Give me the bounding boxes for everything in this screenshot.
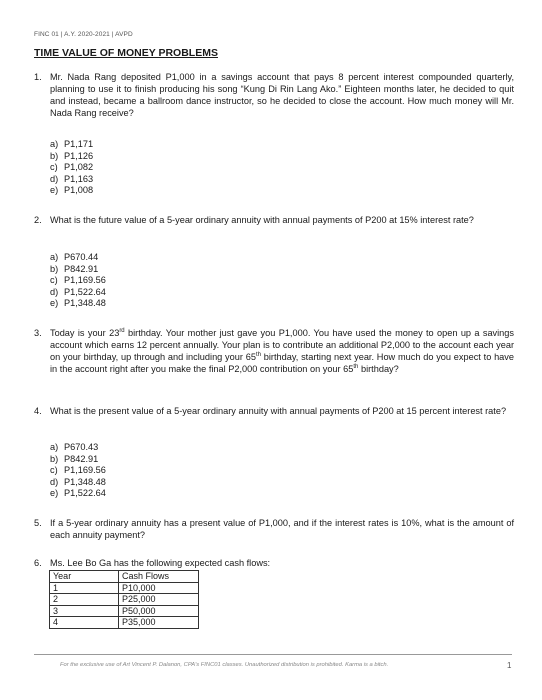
table-cell: P10,000: [119, 582, 199, 594]
question-text: What is the future value of a 5-year ordinary annuity with annual payments of P200 at 15% interest rate?: [50, 215, 474, 225]
option: [50, 151, 93, 163]
option-value: P1,163: [64, 173, 94, 184]
question-1: [34, 71, 514, 119]
option: [50, 465, 106, 477]
question-3: [34, 327, 514, 375]
option-value: P842.91: [64, 453, 99, 464]
option-value: P1,008: [64, 185, 94, 196]
footer-notice: For the exclusive use of Art Vincent P. Dalanon, CPA's FINC01 classes. Unauthorized distribution is prohibited. Karma is a bitch.: [60, 662, 389, 668]
option: [50, 139, 93, 151]
option: [50, 454, 106, 466]
option: [50, 287, 106, 299]
option-value: P842.91: [64, 263, 99, 274]
question-number: 3.: [34, 328, 42, 338]
option-letter: a): [50, 252, 59, 262]
option-letter: b): [50, 263, 59, 274]
question-number: 6.: [34, 558, 42, 568]
column-header: Year: [50, 571, 119, 583]
table-cell: 3: [50, 605, 119, 617]
table-row: [50, 617, 199, 629]
option-letter: e): [50, 488, 59, 499]
question-number: 2.: [34, 215, 42, 225]
option-value: P1,171: [64, 139, 94, 149]
option-value: P1,522.64: [64, 488, 106, 499]
question-1-options: [50, 139, 93, 197]
table-row: [50, 582, 199, 594]
option-letter: e): [50, 185, 59, 196]
question-2-options: [50, 252, 106, 310]
table-cell: P35,000: [119, 617, 199, 629]
option-letter: c): [50, 162, 58, 173]
option-value: P1,126: [64, 150, 94, 161]
question-5: [34, 517, 514, 541]
table-row: [50, 605, 199, 617]
question-text: Today is your 23rd birthday. Your mother just gave you P1,000. You have used the money to open up a savings account which earns 12 percent annually. Your plan is to contribute an additional P2,000 to the account each year on your birthday, up through and including your 65th birthday, starting next year. How much do you expect to have in the account right after you make the final P2,000 contribution on your 65th birthday?: [50, 328, 515, 375]
option-letter: d): [50, 173, 59, 184]
option-value: P1,169.56: [64, 465, 106, 476]
table-row: [50, 594, 199, 606]
option-letter: c): [50, 465, 58, 476]
option-letter: b): [50, 150, 59, 161]
question-4: [34, 405, 514, 417]
table-cell: 1: [50, 582, 119, 594]
option-letter: a): [50, 442, 59, 452]
option-value: P1,169.56: [64, 275, 106, 286]
option-letter: d): [50, 286, 59, 297]
option-letter: e): [50, 298, 59, 309]
option: [50, 252, 106, 264]
option-value: P1,522.64: [64, 286, 106, 297]
page-number: 1: [507, 661, 512, 670]
table-header-row: [50, 571, 199, 583]
table-cell: P50,000: [119, 605, 199, 617]
option-value: P1,348.48: [64, 476, 106, 487]
question-text: Ms. Lee Bo Ga has the following expected cash flows:: [50, 558, 271, 568]
question-text: Mr. Nada Rang deposited P1,000 in a savings account that pays 8 percent interest compounded quarterly, planning to use it to finish producing his song “Kung Di Rin Lang Ako.” Eighteen months later, he decided to quit and instead, became a ballroom dance instructor, so he decided to close the account. How much money will Mr. Nada Rang receive?: [50, 72, 514, 119]
table-cell: 4: [50, 617, 119, 629]
option: [50, 298, 106, 310]
question-text: If a 5-year ordinary annuity has a present value of P1,000, and if the interest rates is 10%, what is the amount of each annuity payment?: [50, 518, 514, 541]
table-cell: P25,000: [119, 594, 199, 606]
option-letter: a): [50, 139, 59, 149]
option-value: P1,348.48: [64, 298, 106, 309]
option-letter: c): [50, 275, 58, 286]
question-number: 1.: [34, 72, 42, 82]
cash-flow-table: [49, 570, 199, 629]
option-letter: b): [50, 453, 59, 464]
option-value: P670.43: [64, 442, 99, 452]
option: [50, 275, 106, 287]
question-4-options: [50, 442, 106, 500]
question-number: 5.: [34, 518, 42, 528]
option: [50, 442, 106, 454]
column-header: Cash Flows: [119, 571, 199, 583]
footer-divider: [34, 654, 512, 655]
question-text: What is the present value of a 5-year ordinary annuity with annual payments of P200 at 15 percent interest rate?: [50, 406, 507, 416]
question-2: [34, 214, 514, 226]
option-letter: d): [50, 476, 59, 487]
option: [50, 174, 93, 186]
document-header: FINC 01 | A.Y. 2020-2021 | AVPD: [34, 31, 133, 38]
option-value: P1,082: [64, 162, 94, 173]
question-6: [34, 557, 514, 569]
question-number: 4.: [34, 406, 42, 416]
option-value: P670.44: [64, 252, 99, 262]
option: [50, 185, 93, 197]
option: [50, 264, 106, 276]
table-cell: 2: [50, 594, 119, 606]
option: [50, 162, 93, 174]
document-title: TIME VALUE OF MONEY PROBLEMS: [34, 47, 218, 59]
option: [50, 477, 106, 489]
option: [50, 488, 106, 500]
